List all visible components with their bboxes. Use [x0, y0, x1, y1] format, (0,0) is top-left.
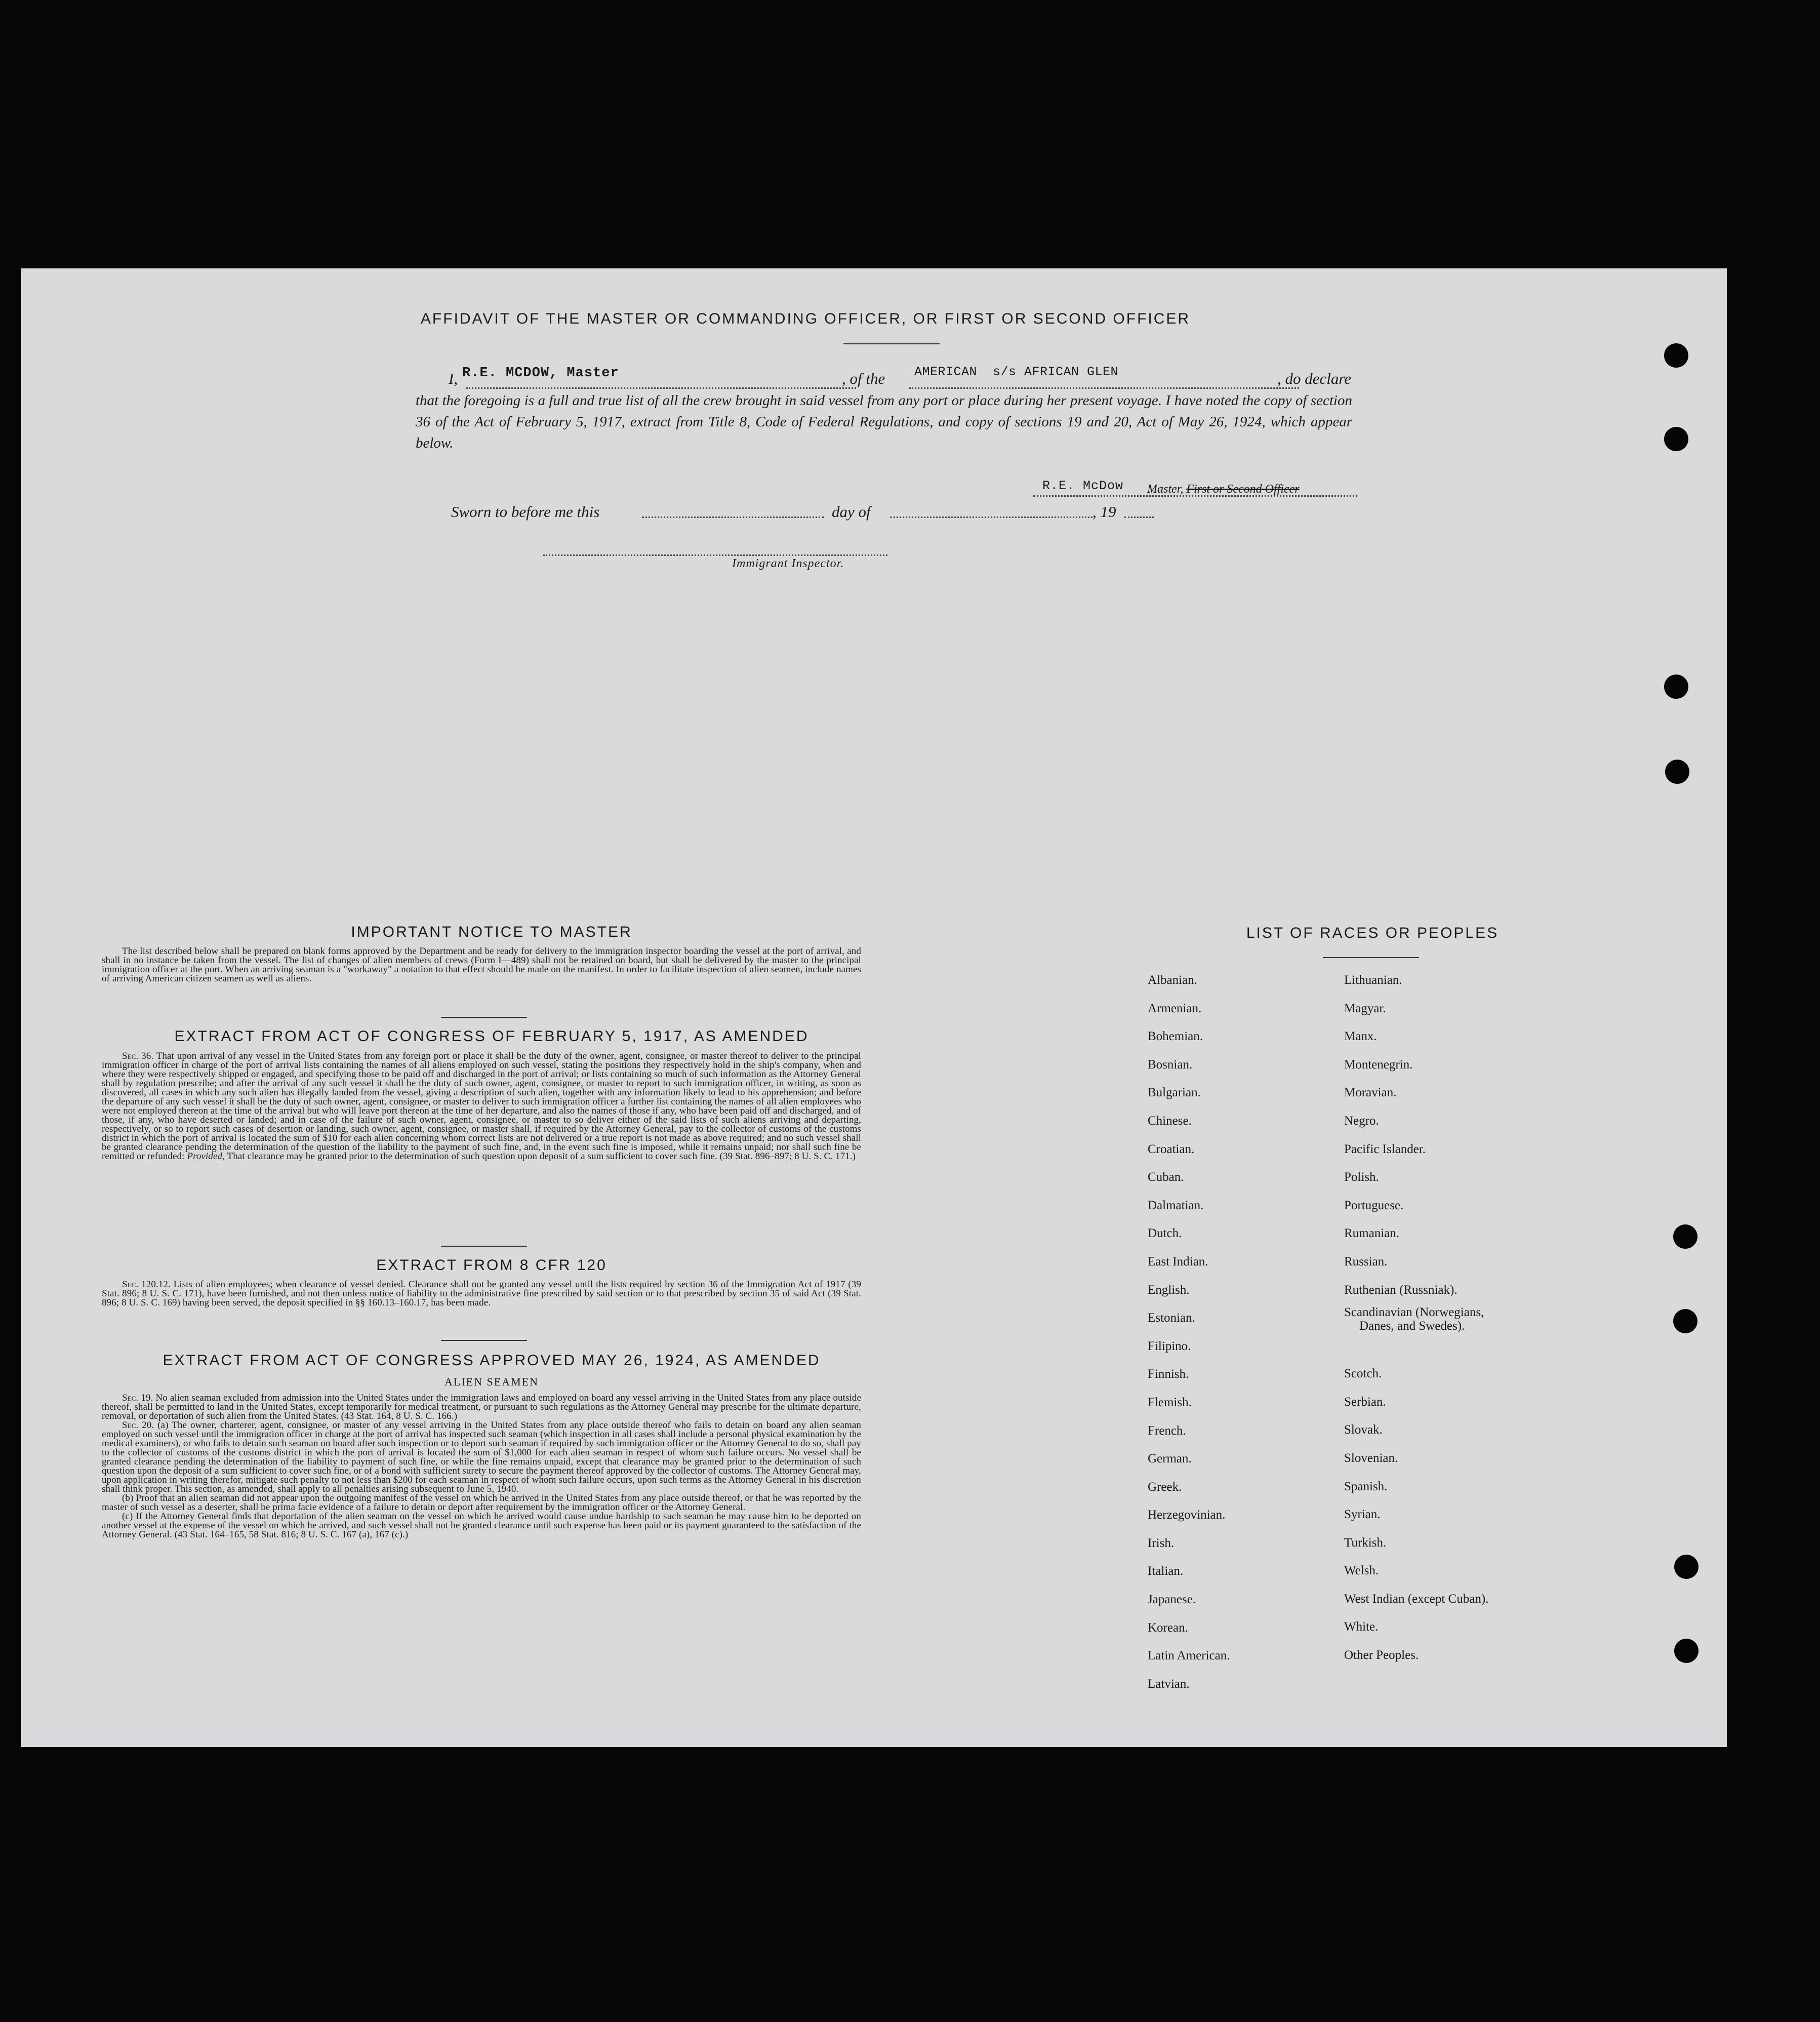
race-item: Armenian. — [1148, 1001, 1202, 1015]
race-item: Herzegovinian. — [1148, 1508, 1226, 1522]
extract-1924-title: EXTRACT FROM ACT OF CONGRESS APPROVED MAY 26, 1924, AS AMENDED — [163, 1352, 821, 1369]
vessel-name: AMERICAN s/s AFRICAN GLEN — [914, 365, 1119, 379]
divider — [1323, 957, 1419, 958]
race-item: Flemish. — [1148, 1395, 1192, 1409]
race-item: Magyar. — [1344, 1001, 1386, 1015]
name-line — [466, 387, 856, 389]
sec-20a-text: (a) The owner, charterer, agent, consignee, or master of any vessel arriving in the United States from any place outside thereof who fails to detain on board any alien seaman employed on such vessel until the immigration officer in charge at the port of arrival has inspected such seaman (which inspection in all cases shall include a personal physical examination by the medical examiners), or who fails to detain such seaman on board after such inspection or to deport such seaman if required by such immigration officer or the Attorney General to do so, shall pay to the collector of customs of the customs district in which the port of arrival is located the sum of $1,000 for each alien seaman in respect of whom such failure occurs. No vessel shall be granted clearance pending the determination of the liability to payment of such fine, or while the fine remains unpaid, except that clearance may be granted prior to the determination of such question upon the deposit of a sum sufficient to cover such fine, or of a bond with sufficient surety to secure the payment thereof approved by the collector of customs. The Attorney General may, upon application in writing therefor, mitigate such penalty to not less than $200 for each seaman in respect of whom such failure occurs, upon such terms as the Attorney General in his discretion shall think proper. This section, as amended, shall apply to all penalties arising subsequent to June 5, 1940. — [102, 1420, 861, 1494]
notice-body — [102, 947, 861, 983]
race-item: Polish. — [1344, 1170, 1379, 1184]
race-item: Irish. — [1148, 1536, 1175, 1550]
divider — [441, 1246, 527, 1247]
notice-text: The list described below shall be prepared on blank forms approved by the Department and be ready for delivery to the immigration inspector boarding the vessel at the port of arrival, and shall in no instance be taken from the vessel. The list of changes of alien members of crews (Form I—489) shall not be retained on board, but shall be delivered by the master to the principal immigration officer at the port. When an arriving seaman is a "workaway" a notation to that effect should be made on the manifest. In order to facilitate inspection of alien seamen, include names of arriving American citizen seamen as well as aliens. — [102, 946, 861, 984]
race-item: East Indian. — [1148, 1254, 1208, 1268]
race-item: Dalmatian. — [1148, 1198, 1204, 1212]
master-name: R.E. MCDOW, Master — [462, 366, 619, 381]
punch-hole — [1665, 760, 1689, 784]
notice-title: IMPORTANT NOTICE TO MASTER — [351, 924, 632, 940]
caption-struck: First or Second Officer — [1186, 483, 1300, 496]
sworn-label: Sworn to before me this — [451, 503, 600, 521]
races-column-2 — [1344, 966, 1488, 1670]
race-item: Pacific Islander. — [1344, 1142, 1426, 1156]
race-item: Greek. — [1148, 1480, 1182, 1494]
sec-label: Sec. 36. — [122, 1051, 154, 1061]
race-item: English. — [1148, 1283, 1190, 1297]
race-item: White. — [1344, 1620, 1379, 1634]
race-item: Latin American. — [1148, 1649, 1230, 1663]
sec-label: Sec. 20. — [122, 1420, 154, 1431]
race-item: Dutch. — [1148, 1226, 1182, 1241]
race-item: Slovenian. — [1344, 1451, 1398, 1465]
year-line — [1124, 517, 1154, 518]
race-item: Rumanian. — [1344, 1226, 1400, 1241]
punch-hole — [1673, 1309, 1697, 1333]
sec-label: Sec. 120.12. — [122, 1279, 171, 1290]
race-item: Cuban. — [1148, 1170, 1184, 1184]
punch-hole — [1673, 1224, 1697, 1249]
race-item: Latvian. — [1148, 1677, 1190, 1691]
caption-master: Master, — [1147, 483, 1184, 496]
race-item: Japanese. — [1148, 1593, 1196, 1607]
officer-signature: R.E. McDow — [1042, 479, 1124, 493]
provided-word: Provided, — [187, 1151, 225, 1162]
inspector-line — [543, 554, 887, 556]
race-item: Scotch. — [1344, 1367, 1382, 1381]
race-item: Korean. — [1148, 1620, 1188, 1635]
divider — [843, 343, 940, 344]
affidavit-body: that the foregoing is a full and true list of all the crew brought in said vessel from any port or place during her present voyage. I have noted the copy of section 36 of the Act of February 5, 1917, extract from Title 8, Code of Federal Regulations, and copy of sections 19 and 20, Act of May 26, 1924, which appear below. — [416, 392, 1352, 451]
race-item: Manx. — [1344, 1029, 1377, 1044]
race-item: Serbian. — [1344, 1395, 1386, 1409]
race-item — [1344, 1304, 1488, 1360]
race-item: Turkish. — [1344, 1535, 1387, 1550]
year-label: , 19 — [1093, 503, 1116, 521]
day-line — [890, 517, 1093, 518]
punch-hole — [1674, 1639, 1698, 1663]
affidavit-title: AFFIDAVIT OF THE MASTER OR COMMANDING OFFICER, OR FIRST OR SECOND OFFICER — [420, 310, 1191, 327]
race-item-line: Danes, and Swedes). — [1359, 1319, 1465, 1333]
sec-36-text-end: That clearance may be granted prior to the determination of such question upon deposit of a sum sufficient to cover such fine. (39 Stat. 896–897; 8 U. S. C. 171.) — [227, 1151, 856, 1162]
races-title: LIST OF RACES OR PEOPLES — [1246, 925, 1499, 941]
extract-cfr-body — [102, 1280, 861, 1307]
sec-36-text: That upon arrival of any vessel in the United States from any foreign port or place it shall be the duty of the owner, agent, consignee, or master thereof to deliver to the principal immigration officer in charge of the port of arrival lists containing the names of all aliens employed on such vessel, stating the positions they respectively hold in the ship's company, when and where they were respectively shipped or engaged, and specifying those to be paid off and discharged in the port of arrival; or lists containing so much of such information as the Attorney General shall by regulation prescribe; and after the arrival of any such vessel it shall be the duty of such owner, agent, consignee, or master to report to such immigration officer, in writing, as soon as discovered, all cases in which any such alien has illegally landed from the vessel, giving a description of such alien, together with any information likely to lead to his apprehension; and before the departure of any such vessel it shall be the duty of such owner, agent, consignee, or master to deliver to such immigration officer a further list containing the names of all alien employees who were not employed thereon at the time of the arrival but who will leave port thereon at the time of her departure, and also the names of those if any, who have been paid off and discharged, and of those, if any, who have deserted or landed; and in case of the failure of such owner, agent, consignee, or master to so deliver either of the said lists of such aliens arriving and departing, respectively, or so to report such cases of desertion or landing, such owner, agent, consignee, or master shall, if required by the Attorney General, pay to the collector of customs of the customs district in which the port of arrival is located the sum of $10 for each alien concerning whom correct lists are not delivered or a true report is not made as above required; and no such vessel shall be granted clearance pending the determination of the question of the liability to the payment of such fine, and, in the event such fine is imposed, while it remains unpaid; nor shall such fine be remitted or refunded: — [102, 1051, 861, 1162]
extract-cfr-title: EXTRACT FROM 8 CFR 120 — [376, 1257, 607, 1274]
sec-19-text: No alien seaman excluded from admission into the United States under the immigration laws and employed on board any vessel arriving in the United States from any place outside thereof, shall be permitted to land in the United States, except temporarily for medical treatment, or pursuant to such regulations as the Attorney General may prescribe for the ultimate departure, removal, or deportation of such alien from the United States. (43 Stat. 164, 8 U. S. C. 166.) — [102, 1393, 862, 1421]
race-item: Bosnian. — [1148, 1057, 1193, 1072]
race-item: Bohemian. — [1148, 1029, 1203, 1044]
race-item: Other Peoples. — [1344, 1648, 1419, 1662]
race-item: Welsh. — [1344, 1564, 1379, 1578]
race-item: Italian. — [1148, 1564, 1184, 1578]
race-item: Moravian. — [1344, 1086, 1397, 1100]
race-item: Montenegrin. — [1344, 1057, 1413, 1072]
race-item: Slovak. — [1344, 1423, 1383, 1437]
divider — [441, 1340, 527, 1341]
race-item: Bulgarian. — [1148, 1086, 1201, 1100]
sec-20c-text: (c) If the Attorney General finds that deportation of the alien seaman on the vessel on which he arrived would cause undue hardship to such seaman he may cause him to be deported on another vessel at the expense of the vessel on which he arrived, and such vessel shall not be granted clearance until such expense has been paid or its payment guaranteed to the satisfaction of the Attorney General. (43 Stat. 164–165, 58 Stat. 816; 8 U. S. C. 167 (a), 167 (c).) — [102, 1511, 861, 1540]
sec-20b-text: (b) Proof that an alien seaman did not appear upon the outgoing manifest of the vessel on which he arrived in the United States from any place outside thereof, or that he was reported by the master of such vessel as a deserter, shall be prima facie evidence of a failure to detain or deport after requirement by the immigration officer or the Attorney General. — [102, 1493, 861, 1513]
race-item: Portuguese. — [1344, 1198, 1404, 1212]
punch-hole — [1664, 427, 1688, 451]
race-item: Lithuanian. — [1344, 973, 1402, 987]
punch-hole — [1664, 343, 1688, 368]
alien-seamen-subtitle: ALIEN SEAMEN — [444, 1375, 539, 1388]
race-item-line: Scandinavian (Norwegians, — [1344, 1305, 1484, 1320]
race-item: Chinese. — [1148, 1114, 1192, 1128]
race-item: Estonian. — [1148, 1311, 1195, 1325]
affidavit-page — [21, 268, 1727, 1747]
sec-label: Sec. 19. — [122, 1393, 153, 1403]
race-item: Croatian. — [1148, 1142, 1195, 1156]
race-item: Negro. — [1344, 1114, 1379, 1128]
race-item: Spanish. — [1344, 1479, 1388, 1493]
extract-1917-body — [102, 1052, 861, 1161]
race-item: Finnish. — [1148, 1367, 1189, 1381]
day-of-label: day of — [832, 503, 871, 521]
do-declare-label: , do declare — [1277, 370, 1352, 387]
of-the-label: , of the — [842, 370, 885, 387]
race-item: French. — [1148, 1423, 1186, 1438]
inspector-caption: Immigrant Inspector. — [732, 557, 844, 570]
extract-1917-title: EXTRACT FROM ACT OF CONGRESS OF FEBRUARY 5, 1917, AS AMENDED — [174, 1028, 809, 1045]
race-item: Filipino. — [1148, 1339, 1191, 1353]
signature-caption — [1147, 483, 1300, 496]
punch-hole — [1674, 1555, 1698, 1579]
sworn-line — [642, 517, 824, 518]
race-item: Ruthenian (Russniak). — [1344, 1283, 1458, 1297]
race-item: German. — [1148, 1452, 1192, 1466]
race-item: West Indian (except Cuban). — [1344, 1592, 1489, 1606]
divider — [441, 1017, 527, 1018]
race-item: Russian. — [1344, 1254, 1388, 1268]
sec-120-text: Lists of alien employees; when clearance of vessel denied. Clearance shall not be granted any vessel until the lists required by section 36 of the Immigration Act of 1917 (39 Stat. 896; 8 U. S. C. 171), have been furnished, and not then unless notice of liability to the administrative fine prescribed by said section or to that prescribed by section 35 of said Act (39 Stat. 896; 8 U. S. C. 169) having been served, the deposit specified in §§ 160.13–160.17, has been made. — [102, 1279, 861, 1308]
i-prefix: I, — [449, 370, 458, 387]
race-item: Syrian. — [1344, 1508, 1381, 1522]
punch-hole — [1664, 675, 1688, 699]
vessel-line — [909, 387, 1299, 389]
race-item: Albanian. — [1148, 973, 1197, 987]
races-column-1 — [1148, 966, 1230, 1698]
extract-1924-body — [102, 1394, 861, 1539]
